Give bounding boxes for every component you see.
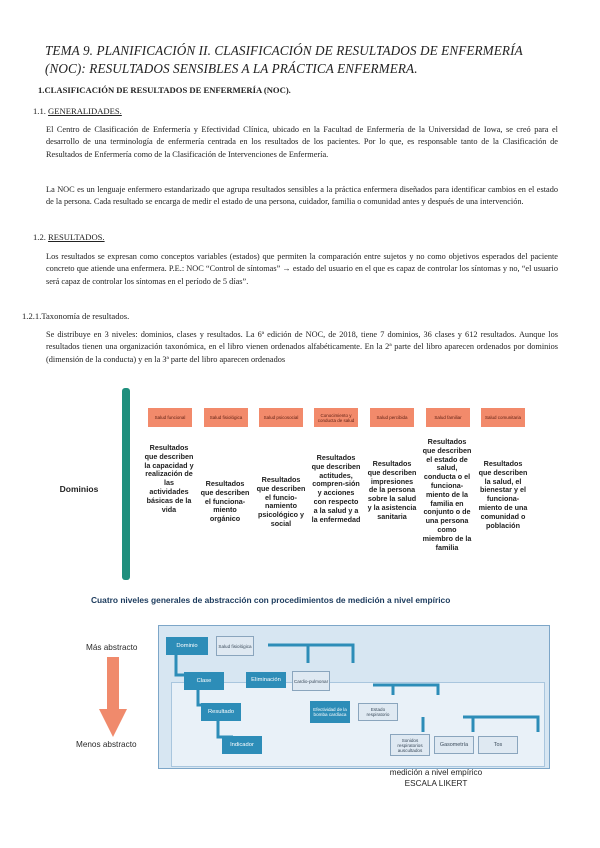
domain-description: Resultados que describen el estado de salud, conducta o el funciona-miento de la familia en conjunto o de una persona como miembro de la familia [422, 437, 472, 552]
node-gasometria: Gasometría [434, 736, 474, 754]
domain-description: Resultados que describen impresiones de la persona sobre la salud y la asistencia sanitaria [367, 459, 417, 521]
subsection-resultados [33, 232, 105, 242]
levels-title: Cuatro niveles generales de abstracción con procedimientos de medición a nivel empírico [91, 595, 451, 605]
domain-description: Resultados que describen el funcio-namiento psicológico y social [256, 475, 306, 528]
node-salud-fisiologica: Salud fisiológica [216, 636, 254, 656]
node-estado-respiratorio: Estado respiratorio [358, 703, 398, 721]
paragraph-1: El Centro de Clasificación de Enfermería y Efectividad Clínica, ubicado en la Facultad de Enfermería de la Universidad de Iowa, se creó para el desarrollo de una terminología de enfermería centrada en los resultados de los pacientes. Por lo que, es responsable tanto de la Clasificación de Resultados de Enfermería como de la Clasificación de Intervenciones de Enfermería. [46, 125, 558, 159]
domain-header: Salud fisiológica [204, 408, 248, 427]
domain-header: Salud comunitaria [481, 408, 525, 427]
node-efectividad-bomba: Efectividad de la bomba cardíaca [310, 701, 350, 723]
node-resultado: Resultado [201, 703, 241, 721]
node-cardiopulmonar: Cardio-pulmonar [292, 671, 330, 691]
subsection-generalidades [33, 106, 122, 116]
domains-label: Dominios [59, 484, 99, 494]
domain-header: Salud percibida [370, 408, 414, 427]
section-heading: 1.CLASIFICACIÓN DE RESULTADOS DE ENFERMERÍA (NOC). [38, 85, 291, 95]
domains-diagram [44, 388, 564, 586]
footer-medicion: medición a nivel empírico [389, 768, 483, 777]
domain-header: Salud funcional [148, 408, 192, 427]
domain-header: Salud familiar [426, 408, 470, 427]
less-abstract-label: Menos abstracto [76, 740, 137, 749]
node-clase: Clase [184, 672, 224, 690]
domain-description: Resultados que describen el funciona-miento orgánico [200, 479, 250, 524]
node-dominio: Dominio [166, 637, 208, 655]
abstraction-levels-diagram [46, 592, 556, 792]
domain-header: Salud psicosocial [259, 408, 303, 427]
paragraph-3: Los resultados se expresan como conceptos variables (estados) que permiten la comparación entre sujetos y no como objetivos esperados del paciente concreto que atiende una enfermera. P.E.: NOC “Control de síntomas” → estado del usuario en el que es capaz de controlar los síntomas y no, “el usuario será capaz de controlar los síntomas en el período de 5 días”. [46, 252, 558, 286]
domain-description: Resultados que describen la capacidad y realización de las actividades básicas de la vida [144, 443, 194, 514]
page-title: TEMA 9. PLANIFICACIÓN II. CLASIFICACIÓN DE RESULTADOS DE ENFERMERÍA (NOC): RESULTADOS SENSIBLES A LA PRÁCTICA ENFERMERA. [45, 43, 523, 76]
node-indicador: Indicador [222, 736, 262, 754]
down-arrow-icon [98, 657, 128, 739]
node-eliminacion: Eliminación [246, 672, 286, 688]
node-sonidos-respiratorios: Sonidos respiratorios auscultados [390, 734, 430, 756]
subsection-number: 1.2. [33, 232, 46, 242]
paragraph-4: Se distribuye en 3 niveles: dominios, clases y resultados. La 6ª edición de NOC, de 2018, tiene 7 dominios, 36 clases y 612 resultados. Aunque los resultados tienen una organización taxonómica, en el libro vienen ordenados alfabéticamente. En la 2ª parte del libro aparecen ordenados por dominios (dimensión de la conducta) y en la 3ª parte del libro aparecen ordenados [46, 330, 558, 364]
domain-header: Conocimiento y conducta de salud [314, 408, 358, 427]
paragraph-2: La NOC es un lenguaje enfermero estandarizado que agrupa resultados sensibles a la práctica enfermera diseñados para identificar cambios en el estado de la persona. Cada resultado se encarga de medir el estado de una persona, cuidador, familia o comunidad antes y después de una intervención. [46, 185, 558, 207]
more-abstract-label: Más abstracto [86, 643, 138, 652]
subsection-title: RESULTADOS. [48, 232, 105, 242]
subsection-number: 1.1. [33, 106, 46, 116]
subsection-title: GENERALIDADES. [48, 106, 122, 116]
footer-escala: ESCALA LIKERT [404, 779, 468, 788]
subsubsection-taxonomia: 1.2.1.Taxonomía de resultados. [22, 311, 130, 321]
node-tos: Tos [478, 736, 518, 754]
domain-description: Resultados que describen la salud, el bienestar y el funciona-miento de una comunidad o población [478, 459, 528, 530]
domain-description: Resultados que describen actitudes, compren-sión y acciones con respecto a la salud y a la enfermedad [311, 453, 361, 524]
domains-bar [122, 388, 130, 580]
